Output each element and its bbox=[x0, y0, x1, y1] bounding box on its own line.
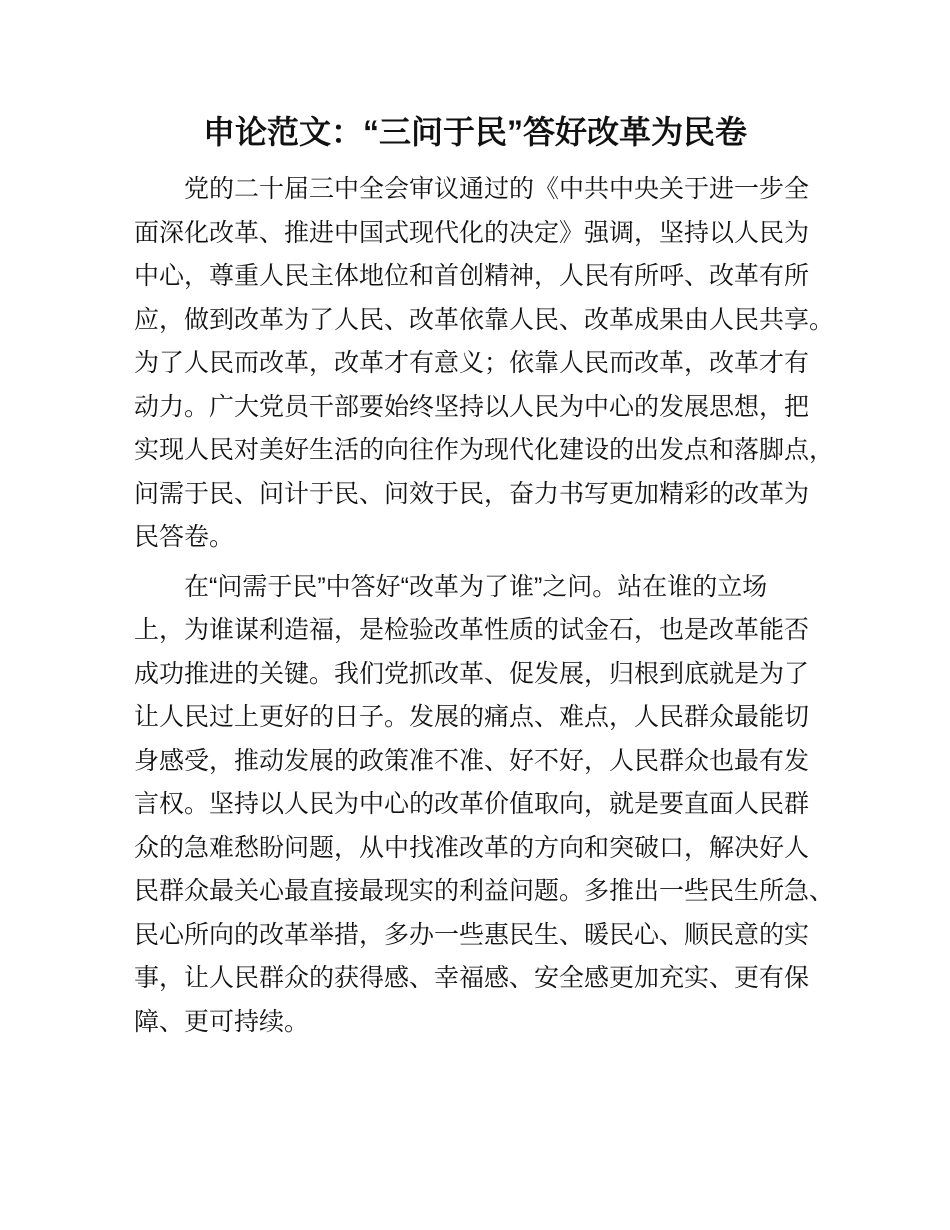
text-line: 上，为谁谋利造福，是检验改革性质的试金石，也是改革能否 bbox=[134, 616, 810, 644]
text-line: 党的二十届三中全会审议通过的《中共中央关于进一步全 bbox=[134, 175, 810, 203]
text-line: 动力。广大党员干部要始终坚持以人民为中心的发展思想，把 bbox=[134, 392, 810, 421]
text-line: 让人民过上更好的日子。发展的痛点、难点，人民群众最能切 bbox=[134, 703, 810, 731]
text-line: 问需于民、问计于民、问效于民，奋力书写更加精彩的改革为 bbox=[134, 479, 810, 508]
document-body bbox=[134, 168, 834, 1044]
text-line: 在“问需于民”中答好“改革为了谁”之问。站在谁的立场 bbox=[134, 572, 768, 601]
text-line: 面深化改革、推进中国式现代化的决定》强调，坚持以人民为 bbox=[134, 218, 810, 247]
text-line: 事，让人民群众的获得感、幸福感、安全感更加充实、更有保 bbox=[134, 964, 810, 992]
text-line: 民答卷。 bbox=[134, 523, 235, 551]
document-title: 申论范文：“三问于民”答好改革为民卷 bbox=[202, 114, 747, 150]
text-line: 中心，尊重人民主体地位和首创精神，人民有所呼、改革有所 bbox=[134, 262, 810, 290]
text-line: 成功推进的关键。我们党抓改革、促发展，归根到底就是为了 bbox=[134, 659, 810, 688]
text-line: 实现人民对美好生活的向往作为现代化建设的出发点和落脚点， bbox=[134, 436, 835, 464]
text-line: 民群众最关心最直接最现实的利益问题。多推出一些民生所急、 bbox=[134, 877, 835, 905]
text-line: 为了人民而改革，改革才有意义；依靠人民而改革，改革才有 bbox=[134, 349, 810, 377]
text-line: 言权。坚持以人民为中心的改革价值取向，就是要直面人民群 bbox=[134, 790, 810, 818]
text-line: 身感受，推动发展的政策准不准、好不好，人民群众也最有发 bbox=[134, 746, 810, 775]
text-line: 应，做到改革为了人民、改革依靠人民、改革成果由人民共享。 bbox=[134, 305, 835, 334]
text-line: 民心所向的改革举措，多办一些惠民生、暖民心、顺民意的实 bbox=[134, 920, 810, 949]
text-line: 众的急难愁盼问题，从中找准改革的方向和突破口，解决好人 bbox=[134, 833, 810, 862]
paragraph bbox=[134, 168, 834, 560]
paragraph bbox=[134, 566, 834, 1045]
text-line: 障、更可持续。 bbox=[134, 1007, 310, 1036]
